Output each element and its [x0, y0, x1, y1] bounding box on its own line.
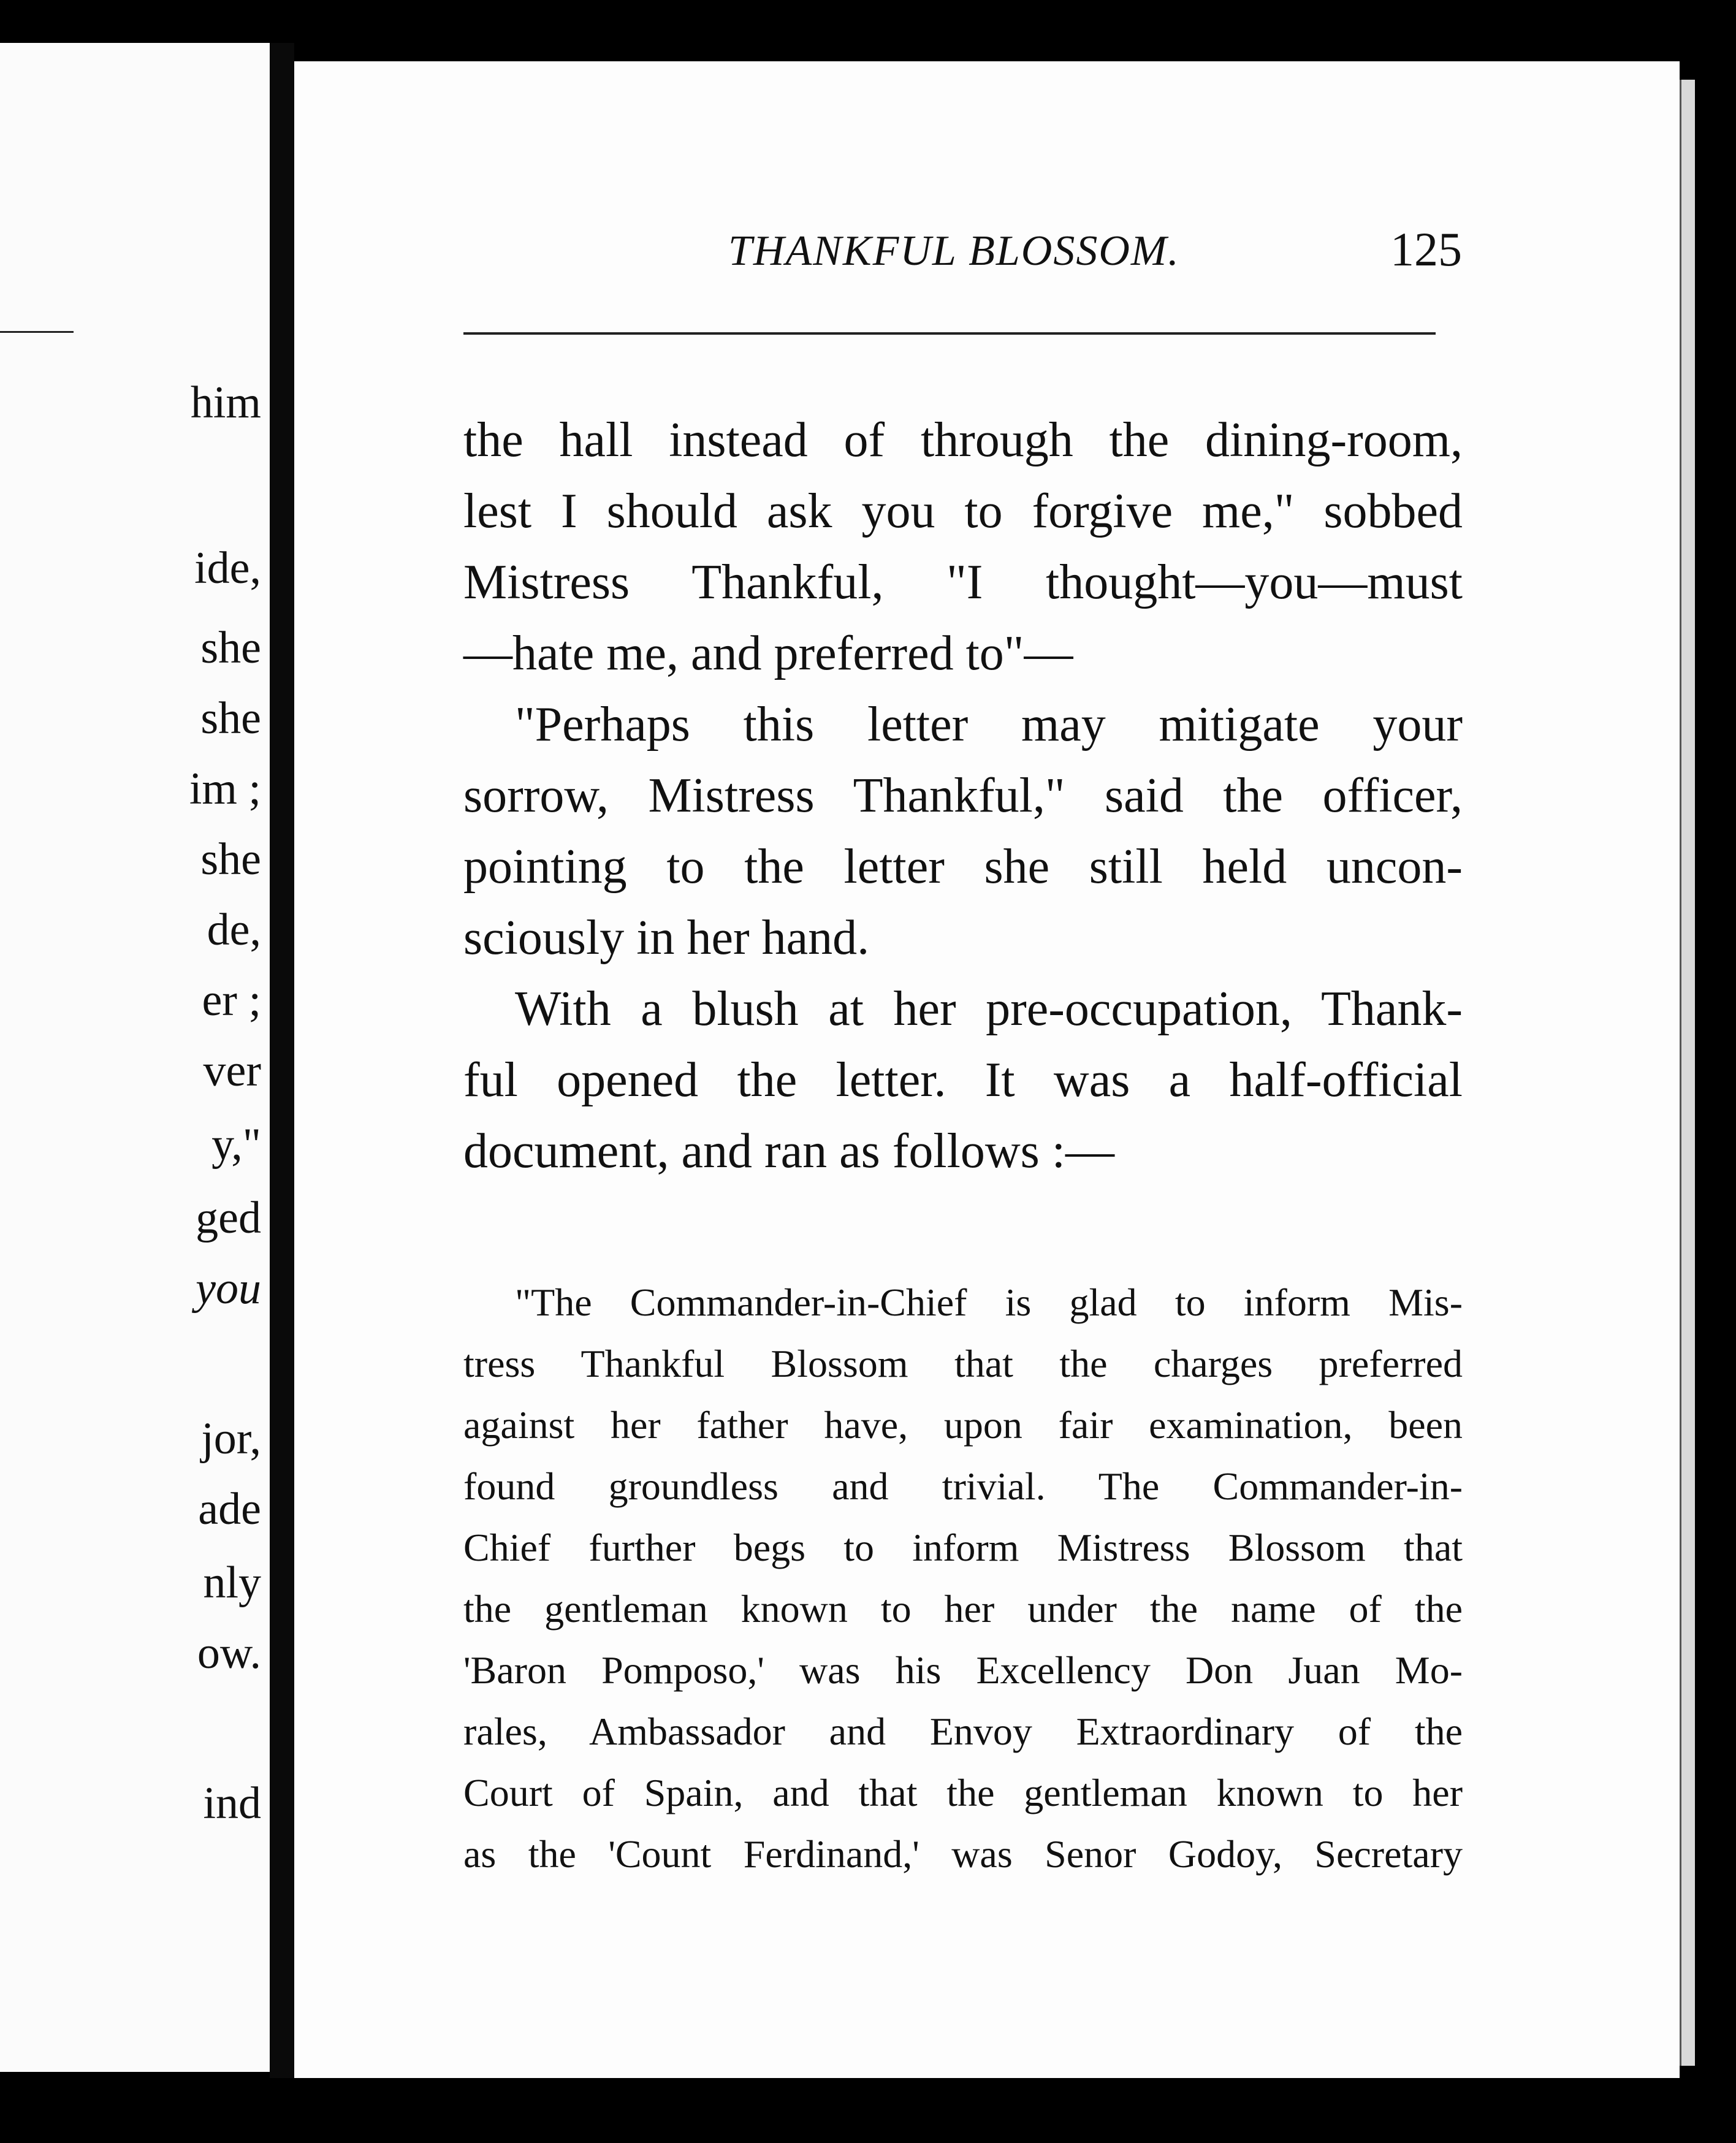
facing-page-fragment-line: she [200, 693, 261, 744]
facing-page-fragment-line: she [200, 834, 261, 885]
letter-line: tress Thankful Blossom that the charges preferred [463, 1342, 1463, 1385]
body-line: sorrow, Mistress Thankful," said the officer, [463, 769, 1463, 823]
body-line: the hall instead of through the dining-room, [463, 413, 1463, 467]
facing-page-fragment-line: jor, [201, 1414, 261, 1464]
letter-line: Chief further begs to inform Mistress Blossom that [463, 1526, 1463, 1569]
facing-page-fragment-line: him [190, 378, 261, 428]
letter-line: against her father have, upon fair examination, been [463, 1403, 1463, 1447]
header-rule [463, 332, 1436, 335]
letter-line: 'Baron Pomposo,' was his Excellency Don Juan Mo- [463, 1648, 1463, 1692]
letter-line: the gentleman known to her under the name of the [463, 1587, 1463, 1631]
facing-page-fragment-line: ide, [194, 543, 261, 593]
facing-page-fragment-line: im ; [189, 764, 261, 814]
letter-line: rales, Ambassador and Envoy Extraordinary of the [463, 1710, 1463, 1753]
page-edge [1680, 80, 1695, 2066]
facing-page-fragment-line: er ; [202, 975, 261, 1026]
facing-page-fragment-line: ver [203, 1046, 261, 1096]
body-line: sciously in her hand. [463, 911, 870, 965]
running-title: THANKFUL BLOSSOM. [728, 227, 1180, 275]
quoted-letter [463, 1272, 1463, 1885]
book-gutter [270, 43, 294, 2078]
facing-page-fragment-line: ged [196, 1193, 261, 1243]
facing-page-fragment-line: de, [207, 905, 261, 955]
body-line: "Perhaps this letter may mitigate your [515, 698, 1463, 752]
page-125 [294, 61, 1680, 2078]
body-line: lest I should ask you to forgive me," sobbed [463, 484, 1463, 538]
facing-page-fragment-line: she [200, 623, 261, 673]
facing-page-fragment-line: ow. [197, 1628, 261, 1678]
facing-page-fragment [0, 43, 282, 2072]
facing-page-fragment-line: ade [198, 1484, 261, 1534]
body-line: Mistress Thankful, "I thought—you—must [463, 555, 1463, 609]
letter-line: found groundless and trivial. The Commander-in- [463, 1464, 1463, 1508]
facing-page-fragment-line: ind [203, 1778, 261, 1829]
body-line: pointing to the letter she still held uncon- [463, 840, 1463, 894]
facing-page-fragment-line: y," [211, 1119, 261, 1170]
letter-line: Court of Spain, and that the gentleman known to her [463, 1771, 1463, 1814]
body-line: document, and ran as follows :— [463, 1124, 1114, 1178]
page-number: 125 [1390, 223, 1462, 276]
body-text [463, 405, 1463, 1187]
facing-page-rule [0, 331, 74, 333]
facing-page-fragment-line: you [196, 1263, 261, 1314]
letter-line: as the 'Count Ferdinand,' was Senor Godoy, Secretary [463, 1832, 1463, 1876]
body-line: —hate me, and preferred to"— [463, 626, 1073, 680]
body-line: With a blush at her pre-occupation, Thank- [515, 982, 1463, 1036]
body-line: ful opened the letter. It was a half-official [463, 1053, 1463, 1107]
facing-page-fragment-line: nly [203, 1558, 261, 1608]
letter-line: "The Commander-in-Chief is glad to inform Mis- [515, 1281, 1463, 1324]
